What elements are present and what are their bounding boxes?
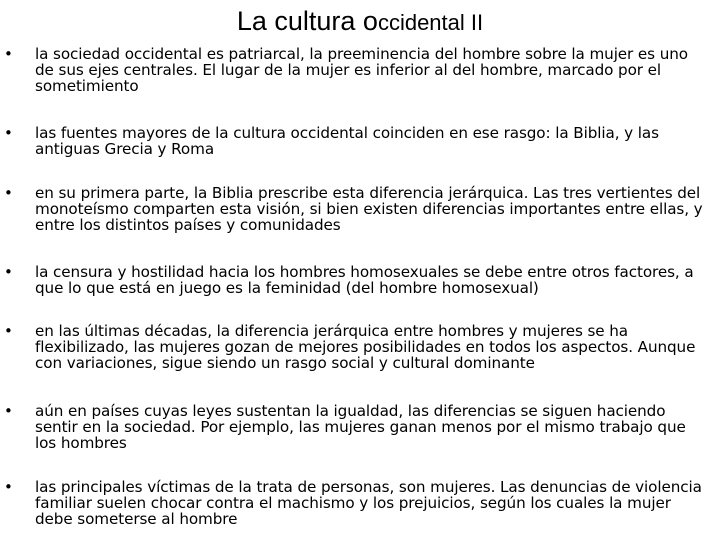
bullet-text: la sociedad occidental es patriarcal, la preeminencia del hombre sobre la mujer es uno de sus ejes centrales. El lugar de la mujer es inferior al del hombre, marcado por el sometimiento: [35, 45, 688, 95]
slide-title-main: La cultura o: [236, 6, 378, 36]
bullet-dot-icon: •: [4, 263, 13, 281]
bullet-dot-icon: •: [4, 478, 13, 496]
bullet-text: aún en países cuyas leyes sustentan la igualdad, las diferencias se siguen haciendo sentir en la sociedad. Por ejemplo, las mujeres ganan menos por el mismo trabajo que los hombres: [35, 402, 686, 452]
bullet-text: la censura y hostilidad hacia los hombres homosexuales se debe entre otros factores, a que lo que está en juego es la feminidad (del hombre homosexual): [35, 263, 694, 297]
bullet-dot-icon: •: [4, 322, 13, 340]
bullet-dot-icon: •: [4, 124, 13, 142]
bullet-dot-icon: •: [4, 184, 13, 202]
bullet-dot-icon: •: [4, 45, 13, 63]
slide-title-sub: ccidental II: [377, 10, 484, 35]
bullet-dot-icon: •: [4, 402, 13, 420]
bullet-text: en su primera parte, la Biblia prescribe esta diferencia jerárquica. Las tres vertientes del monoteísmo comparten esta visión, si bien existen diferencias importantes entre ellas, y entre los distintos países y comunidades: [35, 184, 703, 234]
bullet-text: las fuentes mayores de la cultura occidental coinciden en ese rasgo: la Biblia, y las antiguas Grecia y Roma: [35, 124, 659, 158]
bullet-text: las principales víctimas de la trata de personas, son mujeres. Las denuncias de violencia familiar suelen chocar contra el machismo y los prejuicios, según los cuales la mujer debe someterse al hombre: [35, 478, 702, 528]
slide-title: [0, 4, 720, 40]
bullet-text: en las últimas décadas, la diferencia jerárquica entre hombres y mujeres se ha flexibilizado, las mujeres gozan de mejores posibilidades en todos los aspectos. Aunque con variaciones, sigue siendo un rasgo social y cultural dominante: [35, 322, 696, 372]
